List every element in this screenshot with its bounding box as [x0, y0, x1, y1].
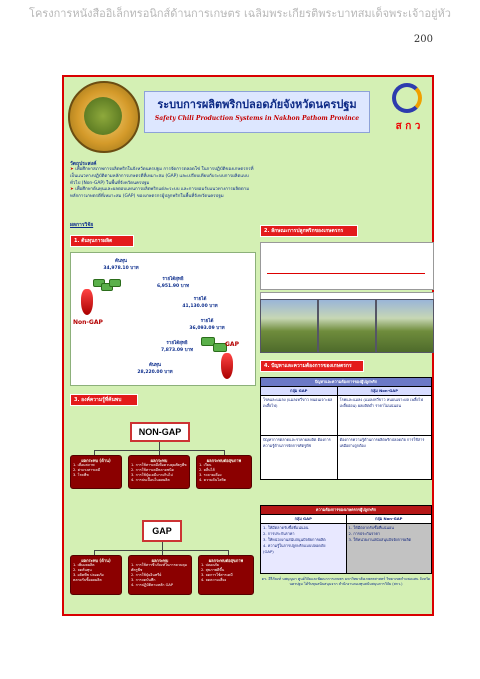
- author-credit: ดร. อีรีภัณฑ์ นพบุญมา ศูนย์วิจัยและพัฒนาการเกษตร มหาวิทยาลัยเกษตรศาสตร์ วิทยาเขตกำแพงแสน จังหวัดนครปฐม ได้รับทุนสนับสนุนจาก สำนักงานกองทุนสนับสนุนการวิจัย (สกว.): [261, 577, 431, 587]
- nongap-box-1: ผลกระทบ (ด้าน) 1. เสื่อมสภาพ 2. ค่าแรงสารเคมี 3. โรคพืช: [70, 455, 122, 489]
- nongap-net-label: รายได้สุทธิ 6,951.90 บาท: [156, 277, 190, 289]
- field-photo-2: [318, 299, 376, 353]
- objective-text: ➤ เพื่อศึกษาสภาพการผลิตพริกในจังหวัดนครปฐม การจัดการตลอดโซ่ ในการปฏิบัติของเกษตรกรที่เป็นแนวทางปฏิบัติตามหลักการเกษตรดีที่เหมาะสม (GAP) และเปรียบเทียบกับระบบการผลิตแบบทั่วไป (Non-GAP) ในพื้นที่จังหวัดนครปฐม ➤ เพื่อศึกษาต้นทุนและผลตอบแทนการผลิตพริกแต่ละระบบ และการยอมรับแนวทางการผลิตตามหลักการเกษตรดีที่เหมาะสม (GAP) ของเกษตรกรผู้ปลูกพริกในพื้นที่จังหวัดนครปฐม: [70, 167, 254, 200]
- planting-timeline-1: [260, 242, 434, 290]
- university-seal: [68, 81, 140, 153]
- gap-cost-label: ต้นทุน 28,220.00 บาท: [137, 363, 173, 375]
- cost-panel: [70, 252, 256, 386]
- table2-gap-list: 1. ให้มีตลาดรับซื้อที่แน่นอน 2. การประกันราคา 3. ให้หน่วยงานสนับสนุนปัจจัยการผลิต 4. ความรู้ในการปลูกพริกแบบปลอดภัย (GAP): [261, 524, 347, 574]
- table1-row1-gap: โรคและแมลง (แมลงหวี่ขาว หนอนเจาะผล เพลี้ยไฟ): [261, 396, 338, 436]
- gap-box-1: ผลกระทบ (ด้าน) 1. เพิ่มผลผลิต 2. ลดต้นทุน 3. ผลิตพืช ปลอดภัย ตลาดรับซื้อผลผลิต: [70, 555, 122, 595]
- results-heading: ผลการวิจัย: [70, 222, 94, 228]
- gap-label: GAP: [225, 341, 239, 348]
- table1-row2-nongap: ต้องการความรู้ด้านการผลิตพริกปลอดภัย การใช้สารเคมีอย่างถูกต้อง: [337, 436, 431, 480]
- funding-logo: [388, 83, 428, 141]
- field-photo-3: [376, 299, 434, 353]
- gap-box-3: ผลกระทบต่อสุขภาพ 1. ปลอดภัย 2. สุขภาพดีขึ้น 3. ลดการใช้สารเคมี 4. ลดความเสี่ยง: [198, 555, 254, 595]
- table1-col-nongap: กลุ่ม Non-GAP: [337, 387, 431, 396]
- nongap-income-label: รายได้ 41,130.00 บาท: [182, 297, 218, 309]
- title-box: [144, 91, 370, 133]
- needs-table: [260, 505, 432, 574]
- book-header: โครงการหนังสืออิเล็กทรอนิกส์ด้านการเกษตร เฉลิมพระเกียรติพระบาทสมเด็จพระเจ้าอยู่หัว: [29, 7, 451, 20]
- objective-2: เพื่อศึกษาต้นทุนและผลตอบแทนการผลิตพริกแต่ละระบบ และการยอมรับแนวทางการผลิตตามหลักการเกษตรดีที่เหมาะสม (GAP) ของเกษตรกรผู้ปลูกพริกในพื้นที่จังหวัดนครปฐม: [70, 187, 250, 200]
- section-planting-label: 2. ลักษณะการปลูกพริกของเกษตรกร: [260, 225, 358, 237]
- table1-row2-gap: ปัญหาการตลาดและราคาผลผลิต ต้องการความรู้ด้านการจัดการศัตรูพืช: [261, 436, 338, 480]
- table1-col-gap: กลุ่ม GAP: [261, 387, 338, 396]
- gap-income-label: รายได้ 36,093.09 บาท: [189, 319, 225, 331]
- page-number: 200: [413, 34, 433, 45]
- problems-table: [260, 377, 432, 480]
- table1-header: ปัญหาและความต้องการของผู้ปลูกพริก: [261, 378, 432, 387]
- section-cost-label: 1. ต้นทุนการผลิต: [70, 235, 134, 247]
- nongap-box-3: ผลกระทบต่อสุขภาพ 1. เวียน 2. คลื่นไส้ 3. ระคายเคือง 4. ความดันโลหิต: [196, 455, 252, 489]
- table2-col-nongap: กลุ่ม Non-GAP: [346, 515, 432, 524]
- chili-icon-left: [81, 289, 93, 315]
- nongap-box-2: ผลกระทบ 1. การใช้สารเคมีเพื่อควบคุมศัตรูพืช 2. การใช้สารเคมีหลายชนิด 3. การใช้ปุ๋ยเคมีมากเกินไป 4. การปนเปื้อนในผลผลิต: [128, 455, 190, 489]
- gap-box-2: ผลกระทบ 1. การใช้สารชีวภัณฑ์ในการควบคุมศัตรูพืช 2. การใช้ปุ๋ยอินทรีย์ 3. การจดบันทึก 4. การปฏิบัติตามหลัก GAP: [128, 555, 192, 595]
- poster-title: ระบบการผลิตพริกปลอดภัยจังหวัดนครปฐม: [157, 98, 357, 111]
- section-knowledge-label: 3. องค์ความรู้ที่ค้นพบ: [70, 394, 138, 406]
- gap-node: GAP: [142, 520, 182, 542]
- nongap-cost-label: ต้นทุน 34,978.10 บาท: [103, 259, 139, 271]
- objective-heading: วัตถุประสงค์: [70, 161, 97, 167]
- funding-logo-text: ส ก ว: [395, 121, 421, 132]
- objective-1: เพื่อศึกษาสภาพการผลิตพริกในจังหวัดนครปฐม การจัดการตลอดโซ่ ในการปฏิบัติของเกษตรกรที่เป็นแนวทางปฏิบัติตามหลักการเกษตรดีที่เหมาะสม (GAP) และเปรียบเทียบกับระบบการผลิตแบบทั่วไป (Non-GAP) ในพื้นที่จังหวัดนครปฐม: [70, 167, 254, 186]
- nongap-label: Non-GAP: [73, 319, 103, 326]
- table2-header: ความต้องการของเกษตรกรผู้ปลูกพริก: [261, 506, 432, 515]
- table2-col-gap: กลุ่ม GAP: [261, 515, 347, 524]
- research-poster: [62, 75, 434, 616]
- table1-row1-nongap: โรคและแมลง (แมลงหวี่ขาว หนอนเจาะผล เพลี้ยไฟ เพลี้ยอ่อน) ผลผลิตต่ำ ราคาไม่แน่นอน: [337, 396, 431, 436]
- nongap-node: NON-GAP: [130, 422, 190, 442]
- table2-nongap-list: 1. ให้มีตลาดรับซื้อที่แน่นอน 2. การประกันราคา 3. ให้หน่วยงานสนับสนุนปัจจัยการผลิต: [346, 524, 432, 574]
- field-photo-1: [260, 299, 318, 353]
- section-problems-label: 4. ปัญหาและความต้องการของเกษตรกร: [260, 360, 364, 372]
- chili-icon-right: [221, 353, 233, 379]
- gap-net-label: รายได้สุทธิ 7,873.09 บาท: [160, 341, 194, 353]
- poster-subtitle: Safety Chili Production Systems in Nakhon Pathom Province: [154, 115, 360, 122]
